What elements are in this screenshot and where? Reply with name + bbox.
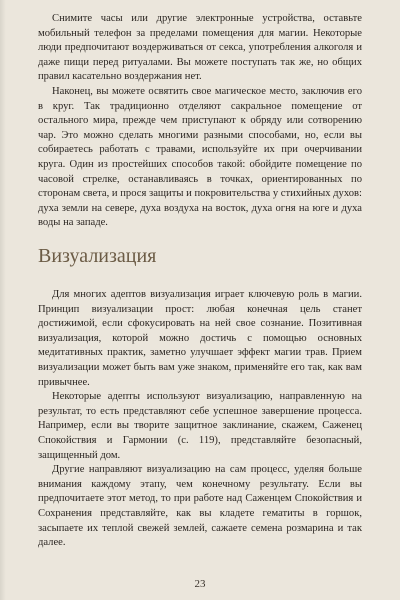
page-edge-shadow xyxy=(0,0,6,600)
top-text-block xyxy=(38,12,362,231)
paragraph: Некоторые адепты используют визуализацию, направленную на результат, то есть представляют себе успешное завершение процесса. Например, если вы творите защитное заклинание, скажем, Саженец Спокойствия и Гармонии (с. 119), представляйте безопасный, защищенный дом. xyxy=(38,391,362,461)
paragraph: Другие направляют визуализацию на сам процесс, уделяя больше внимания каждому этапу, чем конечному результату. Если вы предпочитаете этот метод, то при работе над Саженцем Спокойствия и Сохранения представляйте, как вы кладете гематиты в горшок, засыпаете их теплой свежей землей, сажаете семена розмарина и так далее. xyxy=(38,464,362,549)
section-heading: Визуализация xyxy=(38,245,157,267)
paragraph: Для многих адептов визуализация играет ключевую роль в магии. Принцип визуализации прост: любая конечная цель станет достижимой, если сфокусировать на ней свое сознание. Позитивная визуализация, которой можно достичь с помощью основных медитативных практик, заметно улучшает эффект магии трав. Прием визуализации может быть вам уже знаком, применяйте его так, как вам привычнее. xyxy=(38,289,362,388)
paragraph: Снимите часы или другие электронные устройства, оставьте мобильный телефон за пределами помещения для магии. Некоторые люди предпочитают воздерживаться от секса, употребления алкоголя и даже пищи перед ритуалами. Вы можете поступать так же, но общих правил касательно воздержания нет. xyxy=(38,13,362,83)
page-number: 23 xyxy=(194,578,206,590)
paragraph: Наконец, вы можете освятить свое магическое место, заключив его в круг. Так традиционно отделяют сакральное помещение от остального мира, прежде чем приступают к обряду или сотворению чар. Это можно сделать многими разными способами, но, если вы собираетесь работать с травами, используйте их при очерчивании круга. Один из простейших способов такой: обойдите помещение по часовой стрелке, останавливаясь в точках, ориентированных по сторонам света, и прося защиты и покровительства у стихийных духов: духа земли на севере, духа воздуха на восток, духа огня на юге и духа воды на западе. xyxy=(38,85,362,229)
bottom-text-block xyxy=(38,288,362,551)
